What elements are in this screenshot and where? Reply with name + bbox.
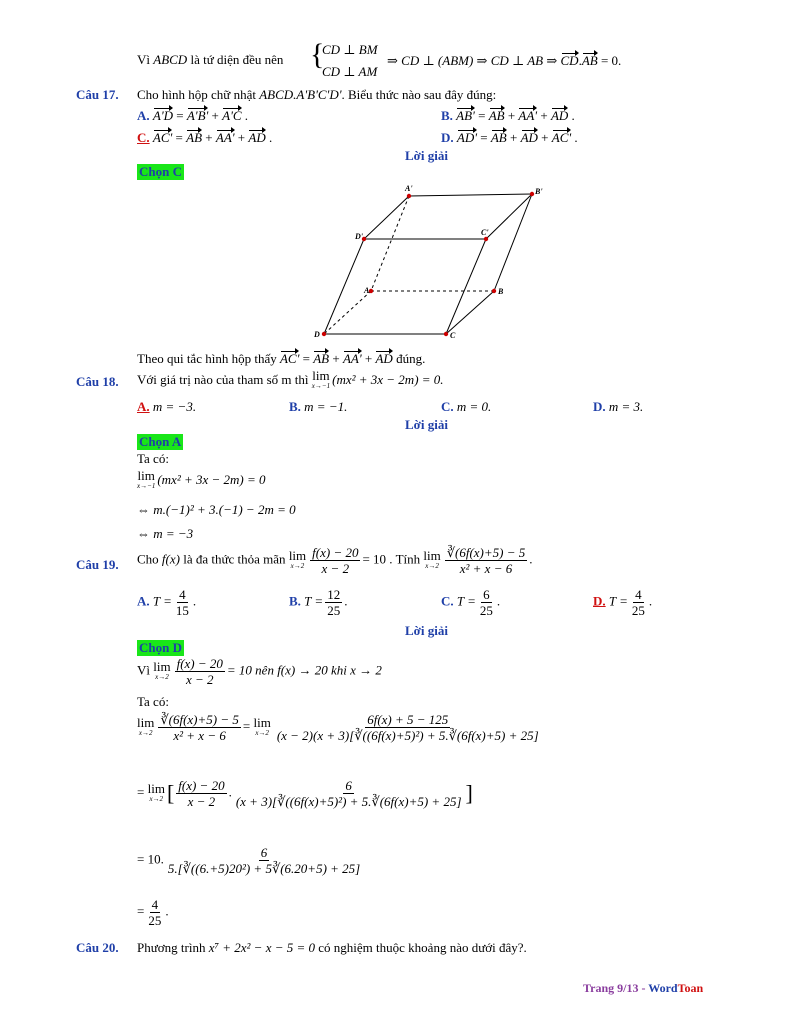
lim-sub: x→−1 xyxy=(311,382,331,390)
frac xyxy=(166,845,362,876)
q17-prompt xyxy=(137,87,496,103)
q16-implication: ⇒ CD ⊥ (ABM) ⇒ CD ⊥ AB ⇒ CD.AB = 0. xyxy=(387,53,622,68)
q17-conclusion-pre: Theo qui tắc hình hộp thấy xyxy=(137,351,277,366)
frac-den: 25 xyxy=(327,603,341,618)
question-19-label: Câu 19. xyxy=(76,557,119,572)
frac-den: 15 xyxy=(175,603,189,618)
point-b xyxy=(492,289,496,293)
frac xyxy=(176,778,226,809)
q17-loigiai: Lời giải xyxy=(405,148,448,163)
page-footer xyxy=(583,981,703,996)
vec: AD xyxy=(520,130,538,145)
edge-d1d xyxy=(324,239,364,334)
opt-d-label: D. xyxy=(441,130,454,145)
q17-option-c[interactable]: C. AC' = AB + AA' + AD . xyxy=(137,130,273,145)
frac-num: ∛(6f(x)+5) − 5 xyxy=(160,712,239,727)
frac xyxy=(146,897,163,928)
q16-implication-text: ⇒ CD ⊥ (ABM) ⇒ CD ⊥ AB ⇒ xyxy=(387,53,558,68)
q18-option-a[interactable] xyxy=(137,399,196,415)
frac xyxy=(158,712,241,743)
edge-c1c xyxy=(446,239,486,334)
q19-loigiai: Lời giải xyxy=(405,623,448,638)
lim-sub: x→−1 xyxy=(137,482,156,490)
q19-fx: f(x) xyxy=(161,551,180,567)
frac-num: 6 xyxy=(260,845,268,860)
q19-option-d[interactable]: D. T = $\frac{4}{25}$ . xyxy=(593,587,653,618)
q17-conclusion-post: đúng. xyxy=(396,351,426,366)
opt-d-pre: T = xyxy=(608,593,628,609)
footer-brand-word: Word xyxy=(648,981,678,995)
frac-den: 25 xyxy=(148,913,162,928)
label-d1: D' xyxy=(355,232,363,241)
point-c1 xyxy=(484,237,488,241)
lim-sub: x→2 xyxy=(138,728,153,737)
vec: AB xyxy=(313,351,330,366)
point-d xyxy=(322,332,326,336)
opt-d-label: D. xyxy=(593,399,606,414)
frac-den: x² + x − 6 xyxy=(459,561,513,576)
q19-option-a[interactable]: A. T = $\frac{4}{15}$ . xyxy=(137,587,197,618)
lim: lim x→2 xyxy=(288,547,307,570)
q18-text: Với giá trị nào của tham số m thì xyxy=(137,371,309,387)
bracket-close: ] xyxy=(465,780,473,806)
opt-a-label: A. xyxy=(137,108,150,123)
frac-den: 5.[∛((6.+5)20²) + 5∛(6.20+5) + 25] xyxy=(167,861,361,876)
frac-den: x − 2 xyxy=(185,672,214,687)
frac-den: (x − 2)(x + 3)[∛((6f(x)+5)²) + 5.∛(6f(x)+5) + 25] xyxy=(276,728,539,743)
frac-num: 6 xyxy=(483,587,490,602)
q20-text-post: có nghiệm thuộc khoảng nào dưới đây?. xyxy=(318,940,527,955)
q17-option-b[interactable]: B. AB' = AB + AA' + AD . xyxy=(441,108,575,123)
q16-tail-line xyxy=(137,52,283,68)
opt-b-label: B. xyxy=(289,593,301,609)
lim: lim x→2 xyxy=(137,714,155,737)
vec: AC' xyxy=(152,130,173,145)
frac xyxy=(630,587,647,618)
vec: A'C xyxy=(222,108,242,123)
q18-step-2: ⇔ m.(−1)² + 3.(−1) − 2m = 0 xyxy=(137,502,296,517)
vec: AC' xyxy=(551,130,572,145)
label-a1: A' xyxy=(405,184,413,193)
label-b: B xyxy=(498,287,504,296)
system-line-2: CD ⊥ AM xyxy=(322,64,378,79)
q19-s3-pre: = 10. xyxy=(137,851,164,867)
q18-option-d[interactable] xyxy=(593,399,643,415)
q19-text1: Cho xyxy=(137,551,159,567)
lim-sub: x→2 xyxy=(290,561,305,570)
edge-a1a xyxy=(371,196,409,291)
bracket-open: [ xyxy=(166,780,175,806)
vec-ab: AB xyxy=(581,53,598,68)
question-17-label: Câu 17. xyxy=(76,87,119,102)
frac-den: (x + 3)[∛((6f(x)+5)²) + 5.∛(6f(x)+5) + 25] xyxy=(235,794,462,809)
lim-sub: x→2 xyxy=(255,728,269,737)
q18-option-c[interactable] xyxy=(441,399,491,415)
opt-d-label: D. xyxy=(593,593,606,609)
q19-option-c[interactable]: C. T = $\frac{6}{25}$ . xyxy=(441,587,501,618)
frac-den: 25 xyxy=(479,603,493,618)
q17-option-a[interactable]: A. A'D = A'B' + A'C . xyxy=(137,108,249,123)
parallelepiped-figure xyxy=(300,182,560,347)
opt-c-label: C. xyxy=(441,399,454,414)
frac-den: x² + x − 6 xyxy=(173,728,226,743)
opt-a-label: A. xyxy=(137,399,150,414)
lim-sub: x→2 xyxy=(155,672,169,681)
opt-a-value: m = −3. xyxy=(152,399,197,414)
point-c xyxy=(444,332,448,336)
label-b1: B' xyxy=(535,187,543,196)
frac-num: 4 xyxy=(179,587,186,602)
frac xyxy=(325,587,342,618)
frac-num: f(x) − 20 xyxy=(178,778,225,793)
q18-expr: (mx² + 3x − 2m) = 0. xyxy=(332,371,444,387)
q18-prompt xyxy=(137,370,444,392)
vec: AC' xyxy=(279,351,300,366)
question-18-label: Câu 18. xyxy=(76,374,119,389)
frac xyxy=(445,545,528,576)
q19-step-2: = lim x→2 [ $\frac{f(x) - 20}{x - 2}$ . $\frac{6}{\text{(x + 3)[∛((6f(x)+5)²) + 5.∛(6f(x)+5) + 25]}}$ ] xyxy=(137,778,473,809)
frac-den: x − 2 xyxy=(321,561,350,576)
q18-taco: Ta có: xyxy=(137,451,169,466)
q17-box: ABCD.A'B'C'D' xyxy=(259,87,342,102)
q16-text: là tứ diện đều nên xyxy=(190,52,284,67)
q19-s4-pre: = xyxy=(137,903,145,919)
vec: AB xyxy=(488,108,505,123)
lim: lim x→2 xyxy=(147,780,165,803)
opt-b-pre: T = xyxy=(304,593,324,609)
q19-option-b[interactable]: B. T = $\frac{12}{25}$ . xyxy=(289,587,348,618)
edge-a1d1 xyxy=(364,196,409,239)
opt-a-pre: T = xyxy=(152,593,172,609)
q19-nen: = 10 nên f(x) → 20 khi x → 2 xyxy=(226,662,382,678)
frac-num: 4 xyxy=(635,587,642,602)
q18-loigiai: Lời giải xyxy=(405,417,448,432)
q17-text-post: . Biểu thức nào sau đây đúng: xyxy=(341,87,497,102)
q18-step-3: ⇔ m = −3 xyxy=(137,526,194,541)
label-c1: C' xyxy=(481,228,489,237)
system-brace: { xyxy=(310,38,325,71)
opt-d-value: m = 3. xyxy=(608,399,644,414)
opt-c-pre: T = xyxy=(456,593,476,609)
q20-prompt xyxy=(137,940,527,956)
frac xyxy=(310,545,360,576)
vec: AB' xyxy=(456,108,475,123)
point-a1 xyxy=(407,194,411,198)
vec: A'B' xyxy=(186,108,209,123)
system-line-1: CD ⊥ BM xyxy=(322,42,378,57)
edge-b1b xyxy=(494,194,532,291)
vec: AD xyxy=(550,108,569,123)
lim: lim x→2 xyxy=(153,658,171,681)
frac-num: ∛(6f(x)+5) − 5 xyxy=(446,545,526,560)
frac-den: 25 xyxy=(631,603,645,618)
q19-step-3 xyxy=(137,845,364,876)
frac-num: f(x) − 20 xyxy=(312,545,359,560)
q20-text-pre: Phương trình xyxy=(137,940,206,955)
vec: AD xyxy=(248,130,266,145)
vec: AA' xyxy=(518,108,538,123)
point-b1 xyxy=(530,192,534,196)
opt-c-value: m = 0. xyxy=(456,399,492,414)
q19-vi-line xyxy=(137,656,382,687)
q19-vi: Vì xyxy=(137,662,150,678)
vec: AA' xyxy=(342,351,362,366)
frac-num: 12 xyxy=(327,587,341,602)
q19-prompt: Cho f(x) là đa thức thỏa mãn lim x→2 $\frac{f(x) - 20}{x - 2}$ = 10 . Tính lim x→2 $\frac{∛(6f(x)+5) - 5}{\text{x² + x − 6}}$ . xyxy=(137,545,533,576)
q18-option-b[interactable] xyxy=(289,399,347,415)
edge-cb xyxy=(446,291,494,334)
footer-brand-toan: Toan xyxy=(677,981,704,995)
label-c: C xyxy=(450,331,456,340)
question-20-label: Câu 20. xyxy=(76,940,119,955)
q16-lead: Vì xyxy=(137,52,150,67)
label-a: A xyxy=(364,286,370,295)
vec: AA' xyxy=(215,130,235,145)
vec: AD xyxy=(375,351,393,366)
q19-step-4: = $\frac{4}{25}$ . xyxy=(137,897,169,928)
frac-num: 6f(x) + 5 − 125 xyxy=(367,712,449,727)
opt-b-value: m = −1. xyxy=(304,399,348,414)
frac xyxy=(234,778,464,809)
footer-page-number: Trang 9/13 - xyxy=(583,981,646,995)
edge-ad xyxy=(324,291,371,334)
q17-conclusion: Theo qui tắc hình hộp thấy AC' = AB + AA' + AD đúng. xyxy=(137,351,426,366)
q19-step-1: lim x→2 $\frac{∛(6f(x)+5) - 5}{\text{x² + x − 6}}$ = lim x→2 $\frac{6f(x) + 5 - 125}{\text{(x − 2)(x + 3)[∛((6f(x)+5)²) + 5.∛(6f(x)+5) + 25]}}$ xyxy=(137,712,539,743)
edge-b1c1 xyxy=(486,194,532,239)
vec-cd: CD xyxy=(560,53,579,68)
opt-c-label: C. xyxy=(441,593,454,609)
lim: lim x→−1 xyxy=(311,368,331,390)
frac-num: 6 xyxy=(345,778,352,793)
frac xyxy=(174,587,191,618)
opt-b-label: B. xyxy=(441,108,453,123)
vec: AB xyxy=(186,130,203,145)
q20-eq: x⁷ + 2x² − x − 5 = 0 xyxy=(208,940,316,955)
frac-num: 4 xyxy=(151,897,159,912)
label-d: D xyxy=(314,330,320,339)
frac xyxy=(275,712,541,743)
opt-c-label: C. xyxy=(137,130,150,145)
lim-sub: x→2 xyxy=(149,794,164,803)
q17-text-pre: Cho hình hộp chữ nhật xyxy=(137,87,256,102)
q19-chon: Chọn D xyxy=(139,640,182,655)
vec: A'D xyxy=(152,108,173,123)
point-a xyxy=(369,289,373,293)
frac-num: f(x) − 20 xyxy=(176,656,223,671)
q19-eq10: = 10 . Tính xyxy=(362,551,421,567)
q16-end: = 0. xyxy=(600,53,622,68)
q19-taco: Ta có: xyxy=(137,694,169,709)
frac xyxy=(175,656,225,687)
lim: lim x→2 xyxy=(253,714,271,737)
q18-line1: (mx² + 3x − 2m) = 0 xyxy=(157,471,266,487)
q18-step-1 xyxy=(137,470,266,492)
q17-chon: Chọn C xyxy=(139,164,182,179)
frac-den: x − 2 xyxy=(187,794,216,809)
vec: AB xyxy=(490,130,507,145)
opt-a-label: A. xyxy=(137,593,150,609)
lim: lim x→2 xyxy=(423,547,441,570)
edge-a1b1 xyxy=(409,194,532,196)
q17-option-d[interactable]: D. AD' = AB + AD + AC' . xyxy=(441,130,578,145)
opt-b-label: B. xyxy=(289,399,301,414)
q19-text2: là đa thức thỏa mãn xyxy=(183,551,286,567)
q18-chon: Chọn A xyxy=(139,434,182,449)
lim: lim x→−1 xyxy=(137,468,156,490)
vec: AD' xyxy=(456,130,477,145)
lim-sub: x→2 xyxy=(425,561,439,570)
q16-abcd: ABCD xyxy=(153,52,188,67)
frac xyxy=(478,587,495,618)
